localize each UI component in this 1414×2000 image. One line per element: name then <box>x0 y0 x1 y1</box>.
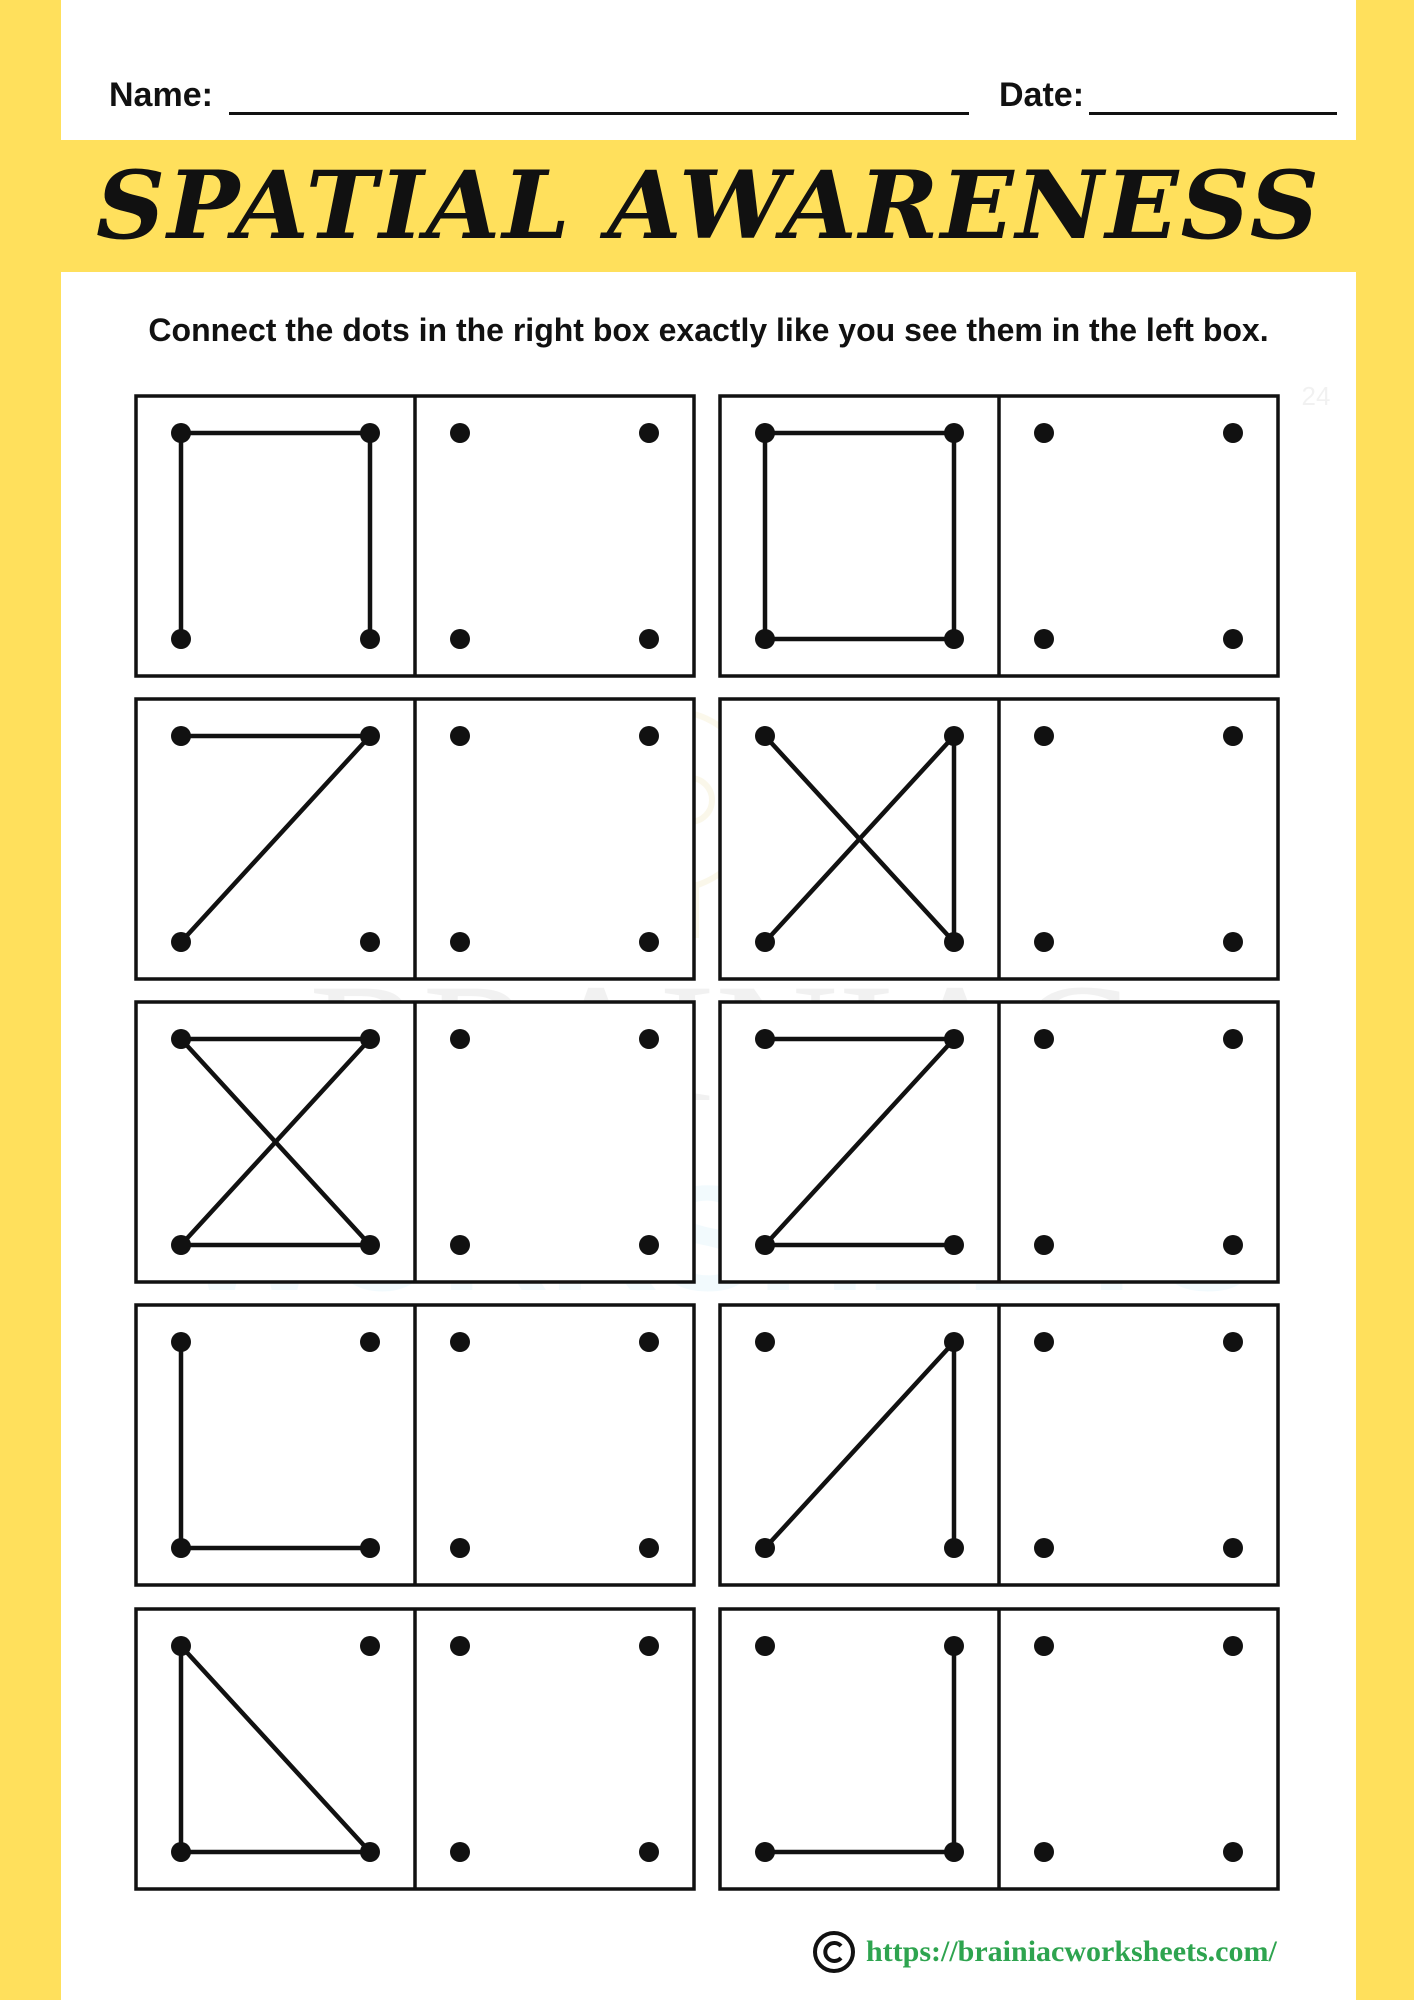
model-dot <box>171 1235 191 1255</box>
answer-dot[interactable] <box>639 932 659 952</box>
answer-dot[interactable] <box>1223 1842 1243 1862</box>
model-dot <box>360 629 380 649</box>
answer-dot[interactable] <box>1034 1842 1054 1862</box>
puzzle-7 <box>136 1305 694 1585</box>
model-dot <box>944 629 964 649</box>
answer-dot[interactable] <box>639 1636 659 1656</box>
model-dot <box>944 726 964 746</box>
answer-dot[interactable] <box>639 1029 659 1049</box>
answer-dot[interactable] <box>1034 726 1054 746</box>
model-dot <box>360 1235 380 1255</box>
puzzle-2 <box>720 396 1278 676</box>
model-dot <box>360 423 380 443</box>
answer-dot[interactable] <box>450 1332 470 1352</box>
model-dot <box>171 932 191 952</box>
answer-dot[interactable] <box>639 1332 659 1352</box>
answer-dot[interactable] <box>450 1538 470 1558</box>
model-dot <box>944 932 964 952</box>
answer-dot[interactable] <box>1034 1332 1054 1352</box>
model-dot <box>171 1029 191 1049</box>
model-dot <box>171 629 191 649</box>
answer-dot[interactable] <box>450 932 470 952</box>
answer-dot[interactable] <box>1223 1235 1243 1255</box>
answer-dot[interactable] <box>1223 726 1243 746</box>
model-dot <box>171 726 191 746</box>
model-dot <box>360 932 380 952</box>
model-dot <box>360 1538 380 1558</box>
model-dot <box>171 1636 191 1656</box>
page-title: SPATIAL AWARENESS <box>96 151 1321 261</box>
answer-dot[interactable] <box>639 1842 659 1862</box>
puzzle-1 <box>136 396 694 676</box>
answer-dot[interactable] <box>1034 423 1054 443</box>
answer-dot[interactable] <box>1034 629 1054 649</box>
answer-dot[interactable] <box>1034 932 1054 952</box>
model-dot <box>944 1842 964 1862</box>
puzzle-3 <box>136 699 694 979</box>
model-dot <box>755 726 775 746</box>
answer-dot[interactable] <box>639 629 659 649</box>
model-dot <box>944 1636 964 1656</box>
model-dot <box>944 1332 964 1352</box>
answer-dot[interactable] <box>639 423 659 443</box>
answer-dot[interactable] <box>1223 1538 1243 1558</box>
model-dot <box>171 1538 191 1558</box>
model-dot <box>171 1842 191 1862</box>
answer-dot[interactable] <box>639 1538 659 1558</box>
model-dot <box>755 423 775 443</box>
model-dot <box>360 1842 380 1862</box>
answer-dot[interactable] <box>450 726 470 746</box>
footer-website-link[interactable]: https://brainiacworksheets.com/ <box>866 1935 1277 1968</box>
model-dot <box>360 726 380 746</box>
model-dot <box>755 1538 775 1558</box>
answer-dot[interactable] <box>450 1235 470 1255</box>
answer-dot[interactable] <box>450 1029 470 1049</box>
model-dot <box>944 1235 964 1255</box>
model-dot <box>755 1842 775 1862</box>
date-label: Date: <box>999 76 1085 114</box>
answer-dot[interactable] <box>639 1235 659 1255</box>
model-dot <box>755 1332 775 1352</box>
puzzle-10 <box>720 1609 1278 1889</box>
model-dot <box>755 629 775 649</box>
answer-dot[interactable] <box>450 1636 470 1656</box>
answer-dot[interactable] <box>1223 423 1243 443</box>
answer-dot[interactable] <box>450 629 470 649</box>
name-label: Name: <box>109 76 213 114</box>
model-dot <box>360 1332 380 1352</box>
puzzle-4 <box>720 699 1278 979</box>
answer-dot[interactable] <box>1223 932 1243 952</box>
answer-dot[interactable] <box>1223 629 1243 649</box>
model-dot <box>171 1332 191 1352</box>
model-dot <box>755 1029 775 1049</box>
footer <box>812 1928 1277 1976</box>
puzzle-6 <box>720 1002 1278 1282</box>
answer-dot[interactable] <box>1223 1636 1243 1656</box>
model-dot <box>944 1029 964 1049</box>
answer-dot[interactable] <box>1223 1332 1243 1352</box>
answer-dot[interactable] <box>1034 1235 1054 1255</box>
model-dot <box>360 1636 380 1656</box>
answer-dot[interactable] <box>1034 1636 1054 1656</box>
answer-dot[interactable] <box>450 1842 470 1862</box>
model-dot <box>755 1235 775 1255</box>
puzzle-9 <box>136 1609 694 1889</box>
answer-dot[interactable] <box>1034 1029 1054 1049</box>
answer-dot[interactable] <box>1223 1029 1243 1049</box>
puzzle-5 <box>136 1002 694 1282</box>
model-dot <box>171 423 191 443</box>
instruction-text: Connect the dots in the right box exactly like you see them in the left box. <box>148 312 1269 348</box>
model-dot <box>944 1538 964 1558</box>
model-dot <box>755 1636 775 1656</box>
model-dot <box>944 423 964 443</box>
answer-dot[interactable] <box>450 423 470 443</box>
answer-dot[interactable] <box>639 726 659 746</box>
model-dot <box>360 1029 380 1049</box>
copyright-icon <box>812 1930 856 1974</box>
answer-dot[interactable] <box>1034 1538 1054 1558</box>
puzzle-8 <box>720 1305 1278 1585</box>
model-dot <box>755 932 775 952</box>
